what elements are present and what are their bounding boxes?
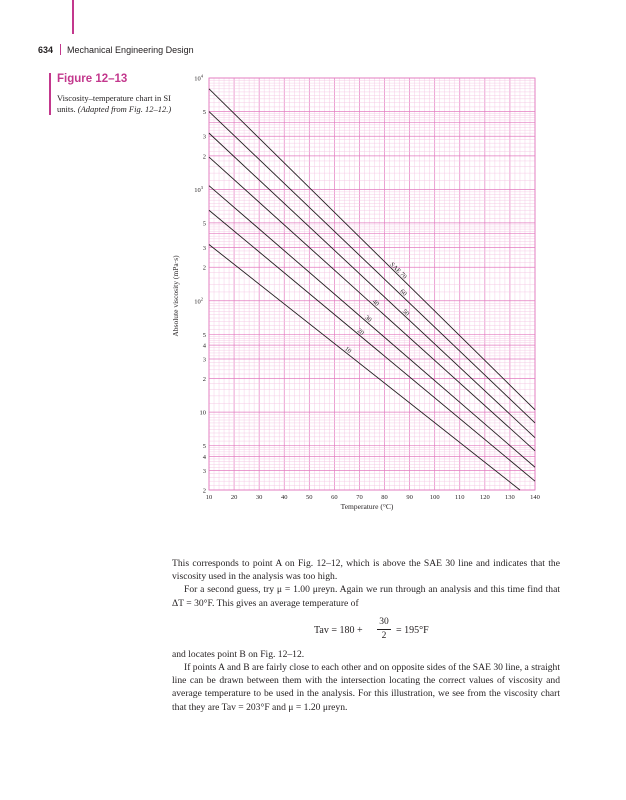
y-tick-label: 5 (202, 109, 206, 117)
x-tick-label: 120 (479, 494, 490, 501)
series-label: 60 (398, 288, 408, 298)
series-label: 10 (343, 345, 353, 355)
figure-label: Figure 12–13 (57, 73, 128, 85)
x-tick-label: 60 (331, 494, 338, 501)
series-line (209, 133, 535, 438)
equation-numerator: 30 (377, 616, 391, 630)
y-tick-label: 2 (202, 376, 206, 384)
paragraph-4: If points A and B are fairly close to each other and on opposite sides of the SAE 30 line, a straight line can be drawn between them with the intersection locating the correct values of viscosity and average temperature to be used in the analysis. For this illustration, we see from the viscosity chart that they are Tav = 203°F and μ = 1.20 μreyn. (172, 662, 560, 713)
caption-source: (Adapted from Fig. 12–12.) (77, 104, 172, 114)
y-tick-label: 4 (202, 453, 206, 461)
series-label: 20 (355, 327, 366, 337)
series-line (209, 89, 535, 410)
series-label: 30 (363, 314, 373, 324)
y-tick-label: 2 (202, 153, 206, 161)
x-tick-label: 90 (406, 494, 413, 501)
y-axis-label: Absolute viscosity (mPa·s) (171, 255, 180, 337)
x-tick-label: 70 (356, 494, 363, 501)
x-axis-label: Temperature (°C) (340, 502, 394, 511)
x-tick-label: 100 (429, 494, 440, 501)
equation-lhs: Tav = 180 + (314, 624, 363, 636)
y-tick-label: $10^3$ (194, 184, 203, 194)
equation-denominator: 2 (381, 631, 387, 642)
y-tick-label: 5 (202, 443, 206, 451)
x-tick-label: 80 (381, 494, 388, 501)
chart-grid (209, 78, 535, 490)
page-number: 634 (38, 45, 54, 55)
paragraph-2: For a second guess, try μ = 1.00 μreyn. Again we run through an analysis and this time find that ΔT = 30°F. This gives an average temperature of (172, 584, 560, 609)
y-tick-label: 10 (199, 409, 206, 417)
x-tick-label: 30 (255, 494, 263, 501)
y-tick-label: 3 (202, 467, 206, 475)
x-tick-label: 50 (306, 494, 313, 501)
paragraph-3: and locates point B on Fig. 12–12. (172, 648, 305, 660)
x-tick-label: 130 (505, 494, 515, 501)
chart-series (209, 89, 535, 490)
series-line (209, 186, 535, 468)
y-tick-label: 3 (202, 133, 206, 141)
running-title: Mechanical Engineering Design (67, 45, 194, 55)
y-tick-label: 5 (202, 220, 206, 228)
y-tick-label: $10^4$ (194, 73, 203, 83)
series-label: 40 (370, 298, 381, 308)
y-tick-label: 5 (202, 331, 206, 339)
x-tick-label: 140 (530, 494, 540, 501)
equation-fraction (377, 616, 391, 643)
x-tick-label: 10 (205, 494, 213, 501)
equation-rhs: = 195°F (396, 624, 429, 636)
y-tick-label: 4 (202, 342, 206, 350)
caption-description: Viscosity–temperature chart in SI units. (57, 93, 171, 114)
y-tick-label: 3 (202, 245, 206, 253)
series-label: 50 (400, 307, 411, 318)
y-tick-label: $10^2$ (194, 296, 203, 306)
series-label: SAE 70 (388, 261, 408, 281)
paragraph-1: This corresponds to point A on Fig. 12–12, which is above the SAE 30 line and indicates that the viscosity used in the analysis was too high. (172, 558, 560, 583)
body-text (172, 557, 560, 714)
y-tick-label: 3 (202, 356, 206, 364)
y-tick-label: 2 (202, 487, 206, 495)
x-tick-label: 20 (230, 494, 238, 501)
x-tick-label: 110 (455, 494, 465, 501)
x-tick-label: 40 (280, 494, 288, 501)
equation (172, 616, 560, 640)
y-tick-label: 2 (202, 264, 206, 272)
